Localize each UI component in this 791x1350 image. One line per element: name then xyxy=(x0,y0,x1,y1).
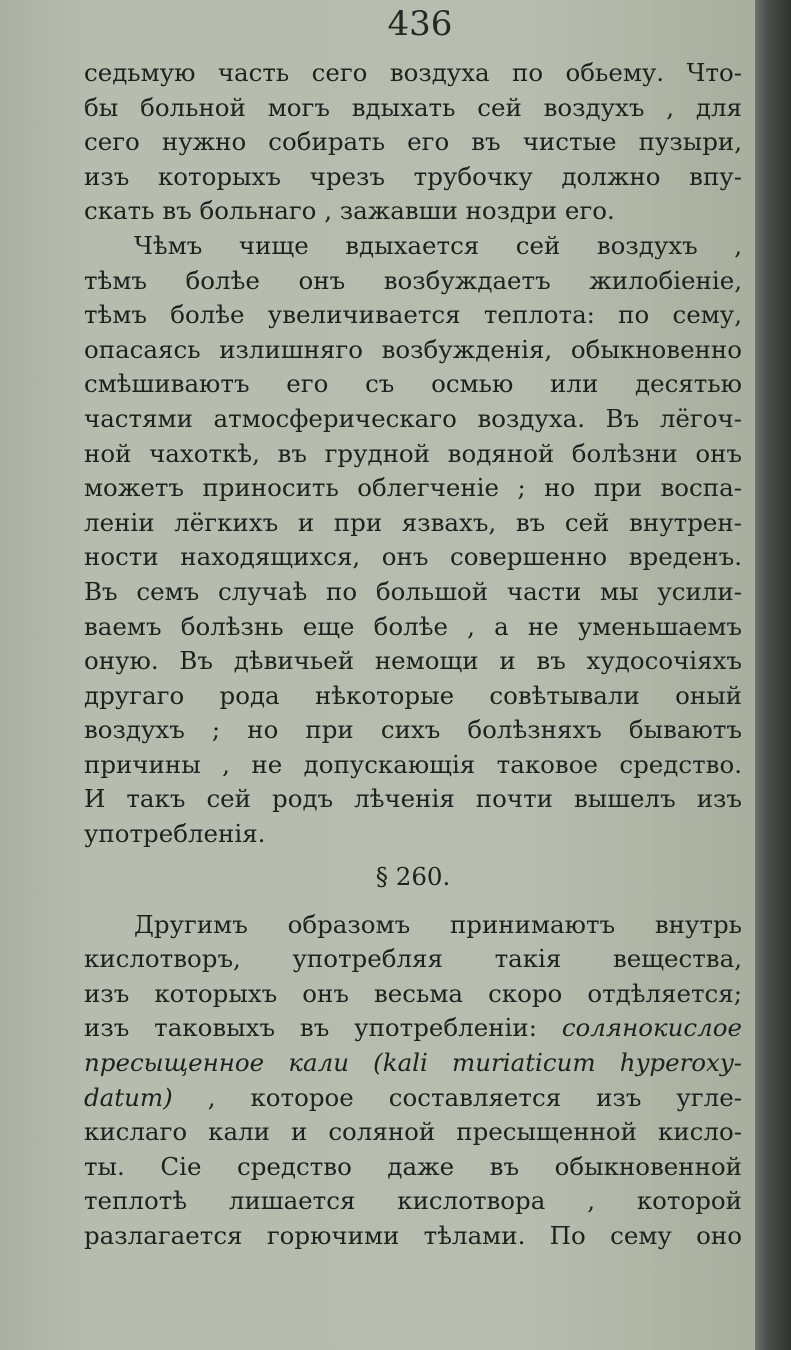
paragraph-3 xyxy=(84,908,742,1254)
italic-term-line: пресыщенное кали (kali muriaticum hyperoxy- xyxy=(84,1048,742,1078)
text-line: ты. Сiе средство даже въ обыкновенной xyxy=(84,1151,742,1181)
page-number: 436 xyxy=(387,4,453,44)
text-line: ности находящихся, онъ совершенно вреденъ. xyxy=(84,542,742,572)
text-line: опасаясь излишняго возбужденiя, обыкновенно xyxy=(84,334,742,364)
text-line: ленiи лёгкихъ и при язвахъ, въ сей внутрен- xyxy=(84,507,742,537)
text-line: другаго рода нѣкоторые совѣтывали оный xyxy=(84,680,742,710)
page-body xyxy=(84,56,742,1254)
text-line: воздухъ ; но при сихъ болѣзняхъ бываютъ xyxy=(84,715,742,745)
italic-term: datum) xyxy=(84,1082,173,1112)
text-line: изъ которыхъ чрезъ трубочку должно впу- xyxy=(84,161,742,191)
text-line xyxy=(84,1011,742,1046)
text-line: скать въ больнаго , зажавши ноздри его. xyxy=(84,196,615,226)
text-line: ной чахоткѣ, въ грудной водяной болѣзни онъ xyxy=(84,438,742,468)
italic-term: солянокислое xyxy=(561,1013,742,1043)
text-line: кислотворъ, употребляя такiя вещества, xyxy=(84,944,742,974)
text-line: Въ семъ случаѣ по большой части мы усили- xyxy=(84,576,742,606)
text-line: смѣшиваютъ его съ осмью или десятью xyxy=(84,369,742,399)
text-line: Другимъ образомъ принимаютъ внутрь xyxy=(134,909,742,939)
page-edge xyxy=(755,0,791,1350)
paragraph-2 xyxy=(84,229,742,852)
text-line: И такъ сей родъ лѣченiя почти вышелъ изъ xyxy=(84,784,742,814)
text-line: изъ которыхъ онъ весьма скоро отдѣляется; xyxy=(84,978,742,1008)
text-line: тѣмъ болѣе увеличивается теплота: по сему, xyxy=(84,300,742,330)
text-segment: , которое составляется изъ угле- xyxy=(207,1082,742,1112)
text-line: разлагается горючими тѣлами. По сему оно xyxy=(84,1221,742,1250)
text-line: употребленiя. xyxy=(84,819,266,849)
text-line: оную. Въ дѣвичьей немощи и въ худосочiяхъ xyxy=(84,646,742,676)
text-line xyxy=(84,1081,742,1116)
text-segment: изъ таковыхъ въ употребленiи: xyxy=(84,1013,537,1043)
text-line: можетъ приносить облегченiе ; но при воспа- xyxy=(84,473,742,503)
section-heading: § 260. xyxy=(375,861,451,891)
text-line: Чѣмъ чище вдыхается сей воздухъ , xyxy=(134,230,742,260)
text-line: сего нужно собирать его въ чистые пузыри, xyxy=(84,127,742,157)
text-line: теплотѣ лишается кислотвора , которой xyxy=(84,1186,742,1216)
text-line: кислаго кали и соляной пресыщенной кисло- xyxy=(84,1117,742,1147)
text-line: тѣмъ болѣе онъ возбуждаетъ жилобiенiе, xyxy=(84,265,742,295)
text-line: ваемъ болѣзнь еще болѣе , а не уменьшаемъ xyxy=(84,611,742,641)
text-line: частями атмосферическаго воздуха. Въ лёгоч- xyxy=(84,403,742,433)
paragraph-1 xyxy=(84,56,742,229)
text-line: седьмую часть сего воздуха по обьему. Что- xyxy=(84,58,742,87)
text-line: бы больной могъ вдыхать сей воздухъ , для xyxy=(84,92,742,122)
text-line: причины , не допускающiя таковое средство. xyxy=(84,749,742,779)
